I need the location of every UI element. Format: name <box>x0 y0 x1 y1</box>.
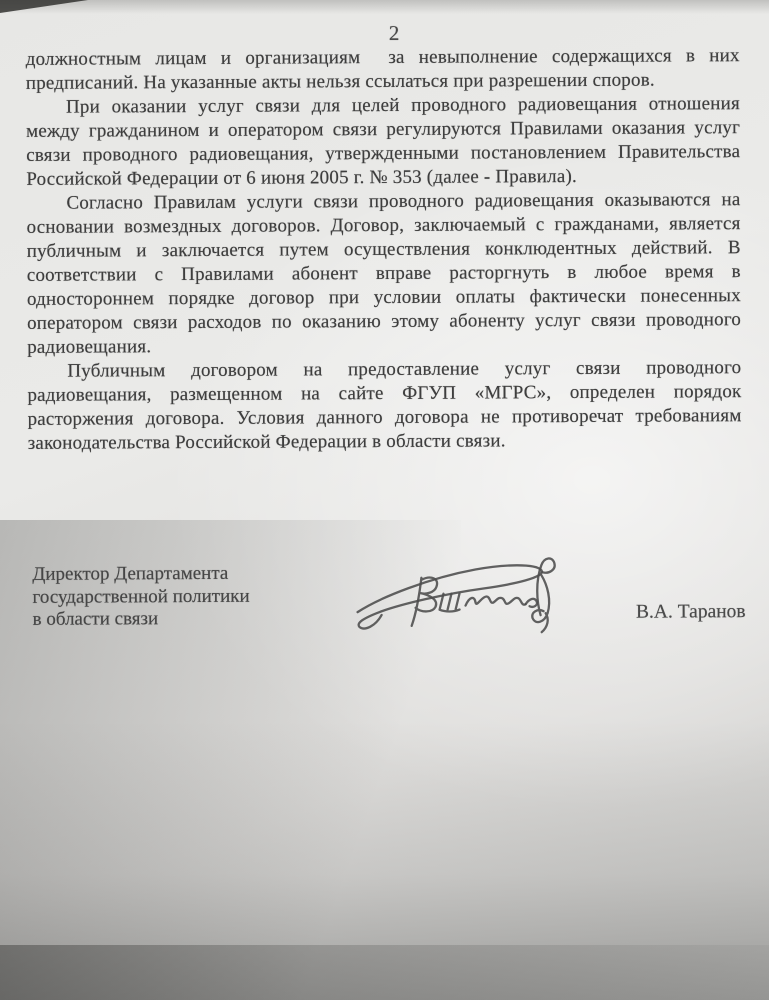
paragraph-rules-reference: При оказании услуг связи для целей проводного радиовещания отношения между гражданином и оператором связи регулируются Правилами оказания услуг связи проводного радиовещания, утвержденными постановлением Правительства Российской Федерации от 6 июня 2005 г. № 353 (далее - Правила). <box>26 93 741 190</box>
paragraph-public-contract: Публичным договором на предоставление услуг связи проводного радиовещания, размещенном на сайте ФГУП «МГРС», определен порядок расторжения договора. Условия данного договора не противоречат требованиям законодательства Российской Федерации в области связи. <box>27 357 742 454</box>
continuation-text-after-gap: за невыполнение содержащихся в них предписаний. На указанные акты нельзя ссылаться при разрешении споров. <box>25 45 740 94</box>
handwritten-signature-icon <box>335 553 595 649</box>
signer-title: Директор Департамента государственной политики в области связи <box>32 562 250 630</box>
continuation-text-before-gap: должностным лицам и организациям <box>25 47 361 70</box>
document-body <box>26 44 742 456</box>
signer-name: В.А. Таранов <box>635 601 746 623</box>
paragraph-continuation <box>26 44 740 96</box>
page-number: 2 <box>388 20 400 45</box>
paragraph-contract-terms: Согласно Правилам услуги связи проводного радиовещания оказываются на основании возмездных договоров. Договор, заключаемый с гражданами, является публичным и заключается путем осуществления конклюдентных действий. В соответствии с Правилами абонент вправе расторгнуть в любое время в одностороннем порядке договор при условии оплаты фактически понесенных оператором связи расходов по оказанию этому абоненту услуг связи проводного радиовещания. <box>26 189 742 358</box>
signature-block <box>32 560 746 674</box>
